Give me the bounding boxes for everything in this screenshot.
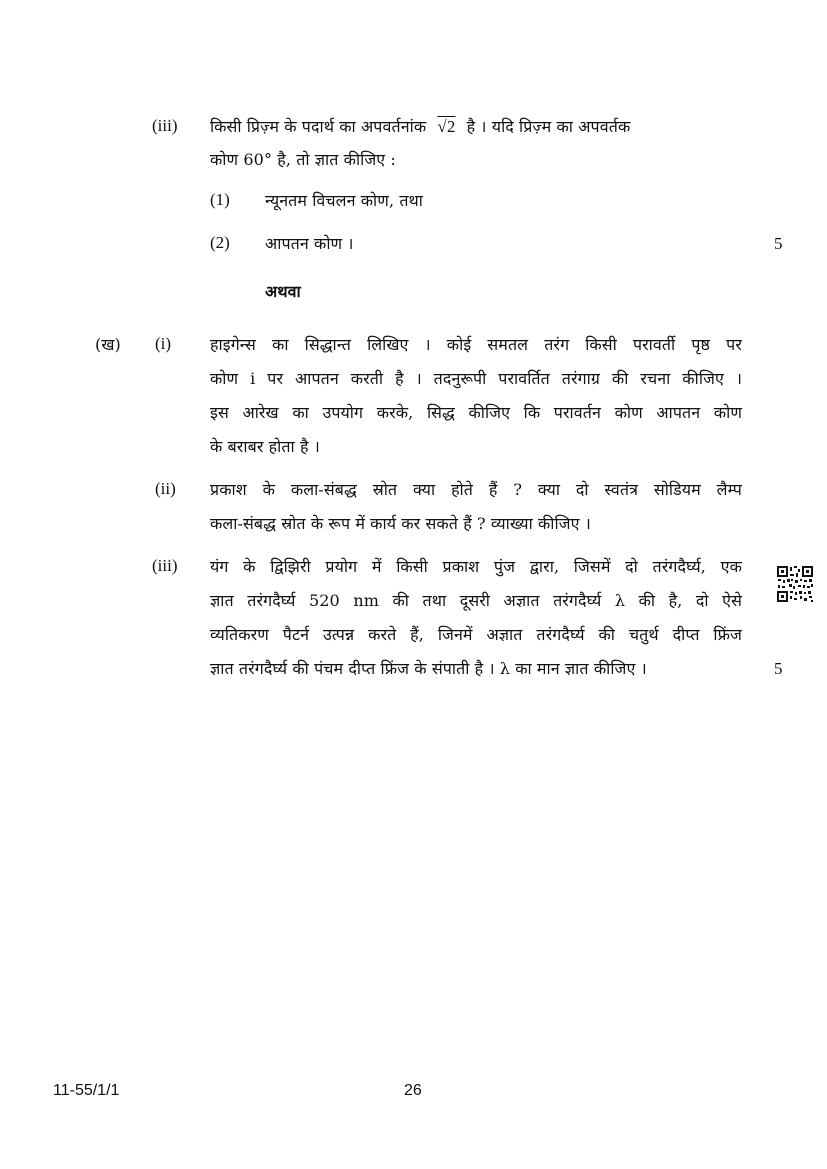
- question-iii-line-1-pre: किसी प्रिज़्म के पदार्थ का अपवर्तनांक: [210, 117, 427, 136]
- subpart-label-2: (2): [210, 233, 230, 252]
- marks-section-b: 5: [774, 659, 783, 678]
- question-i-line-1: हाइगेन्स का सिद्धान्त लिखिए । कोई समतल तरंग किसी परावर्ती पृष्ठ पर: [210, 335, 742, 354]
- question-iii-b-line-3: व्यतिकरण पैटर्न उत्पन्न करते हैं, जिनमें अज्ञात तरंगदैर्घ्य की चतुर्थ दीप्त फ्रिंज: [210, 625, 742, 644]
- page-number: 26: [404, 1082, 422, 1099]
- section-label-kha: (ख): [95, 335, 121, 354]
- question-label-ii: (ii): [155, 479, 176, 498]
- question-iii-b-line-2: ज्ञात तरंगदैर्घ्य 520 nm की तथा दूसरी अज्ञात तरंगदैर्घ्य λ की है, दो ऐसे: [210, 591, 742, 610]
- paper-code: 11-55/1/1: [53, 1082, 120, 1099]
- question-label-iii: (iii): [152, 116, 178, 135]
- question-iii-b-line-4: ज्ञात तरंगदैर्घ्य की पंचम दीप्त फ्रिंज के संपाती है । λ का मान ज्ञात कीजिए ।: [210, 659, 647, 678]
- question-iii-line-1-post: है । यदि प्रिज़्म का अपवर्तक: [466, 117, 631, 136]
- marks-section-a: 5: [774, 234, 783, 253]
- question-iii-line-1: [210, 115, 742, 137]
- question-i-line-2: कोण i पर आपतन करती है । तदनुरूपी परावर्तित तरंगाग्र की रचना कीजिए ।: [210, 369, 742, 388]
- question-label-i: (i): [155, 334, 172, 353]
- question-i-line-4: के बराबर होता है ।: [210, 437, 320, 456]
- question-ii-line-1: प्रकाश के कला-संबद्ध स्रोत क्या होते हैं ? क्या दो स्वतंत्र सोडियम लैम्प: [210, 480, 742, 499]
- question-iii-line-2: कोण 60° है, तो ज्ञात कीजिए :: [210, 150, 396, 169]
- qr-code: [776, 565, 814, 603]
- question-iii-b-line-1: यंग के द्विझिरी प्रयोग में किसी प्रकाश पुंज द्वारा, जिसमें दो तरंगदैर्घ्य, एक: [210, 557, 742, 576]
- question-label-iii-b: (iii): [152, 556, 178, 575]
- or-heading: अथवा: [265, 282, 301, 301]
- subpart-label-1: (1): [210, 190, 230, 209]
- question-ii-line-2: कला-संबद्ध स्रोत के रूप में कार्य कर सकते हैं ? व्याख्या कीजिए ।: [210, 514, 591, 533]
- subpart-text-2: आपतन कोण ।: [265, 234, 354, 253]
- sqrt-two: √2: [437, 117, 456, 136]
- question-i-line-3: इस आरेख का उपयोग करके, सिद्ध कीजिए कि परावर्तन कोण आपतन कोण: [210, 403, 742, 422]
- subpart-text-1: न्यूनतम विचलन कोण, तथा: [265, 191, 424, 210]
